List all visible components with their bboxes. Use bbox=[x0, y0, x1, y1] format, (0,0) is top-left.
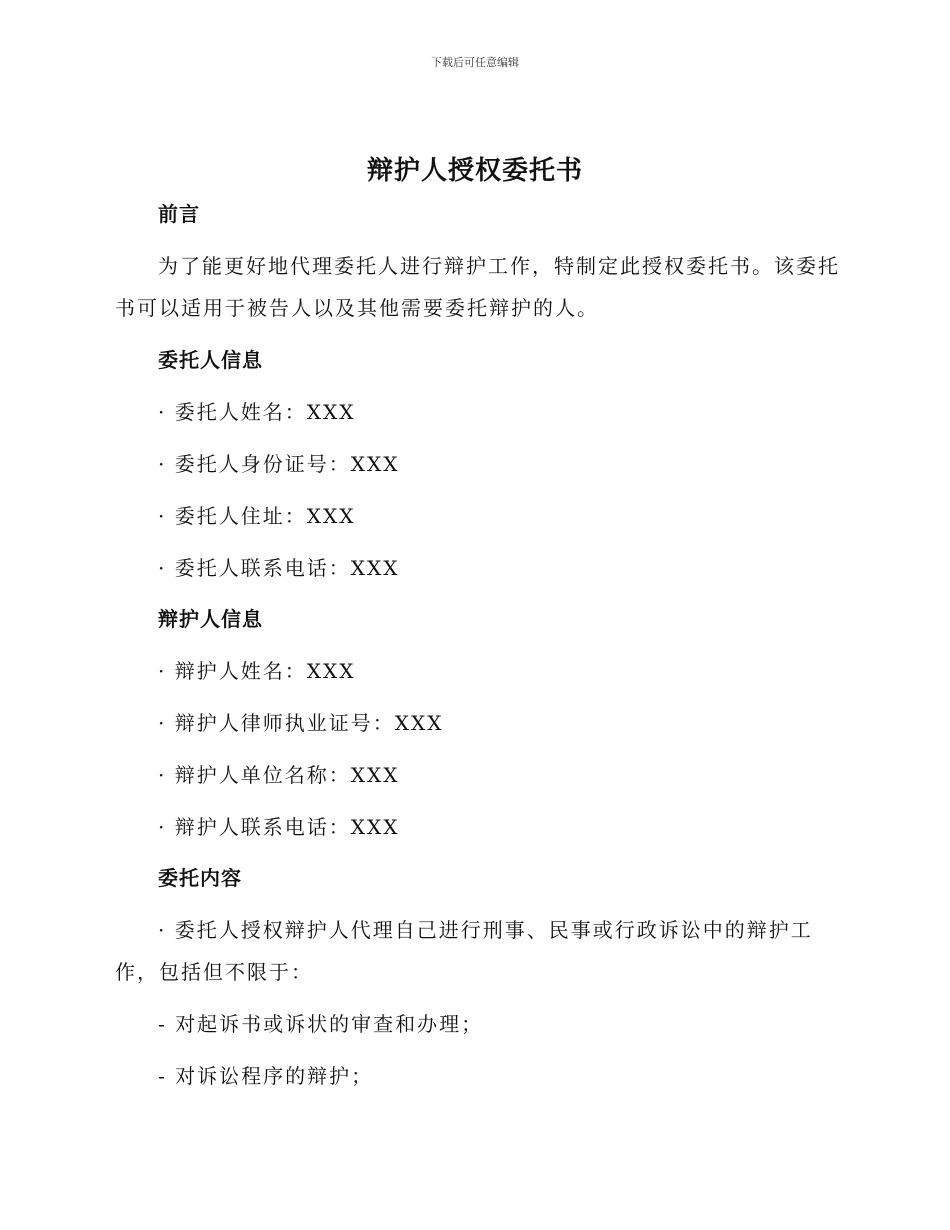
defender-name-item: · 辩护人姓名：XXX bbox=[158, 659, 356, 683]
preface-paragraph-line-2: 书可以适用于被告人以及其他需要委托辩护的人。 bbox=[115, 296, 599, 320]
principal-phone-item: · 委托人联系电话：XXX bbox=[158, 556, 400, 580]
preface-heading: 前言 bbox=[158, 202, 200, 226]
principal-info-heading: 委托人信息 bbox=[158, 348, 263, 372]
entrustment-content-heading: 委托内容 bbox=[158, 866, 242, 890]
document-title: 辩护人授权委托书 bbox=[366, 156, 583, 186]
principal-id-item: · 委托人身份证号：XXX bbox=[158, 452, 400, 476]
defender-license-item: · 辩护人律师执业证号：XXX bbox=[158, 711, 444, 735]
preface-paragraph-line-1: 为了能更好地代理委托人进行辩护工作，特制定此授权委托书。该委托 bbox=[158, 254, 840, 278]
entrustment-paragraph-line-2: 作，包括但不限于： bbox=[115, 960, 313, 984]
entrustment-paragraph-line-1: · 委托人授权辩护人代理自己进行刑事、民事或行政诉讼中的辩护工 bbox=[158, 918, 813, 942]
defender-firm-item: · 辩护人单位名称：XXX bbox=[158, 763, 400, 787]
defender-info-heading: 辩护人信息 bbox=[158, 607, 263, 631]
page-header-note: 下载后可任意编辑 bbox=[431, 56, 519, 69]
entrustment-sub-item: - 对诉讼程序的辩护； bbox=[158, 1064, 374, 1088]
principal-address-item: · 委托人住址：XXX bbox=[158, 504, 356, 528]
principal-name-item: · 委托人姓名：XXX bbox=[158, 400, 356, 424]
entrustment-sub-item: - 对起诉书或诉状的审查和办理； bbox=[158, 1012, 484, 1036]
defender-phone-item: · 辩护人联系电话：XXX bbox=[158, 815, 400, 839]
